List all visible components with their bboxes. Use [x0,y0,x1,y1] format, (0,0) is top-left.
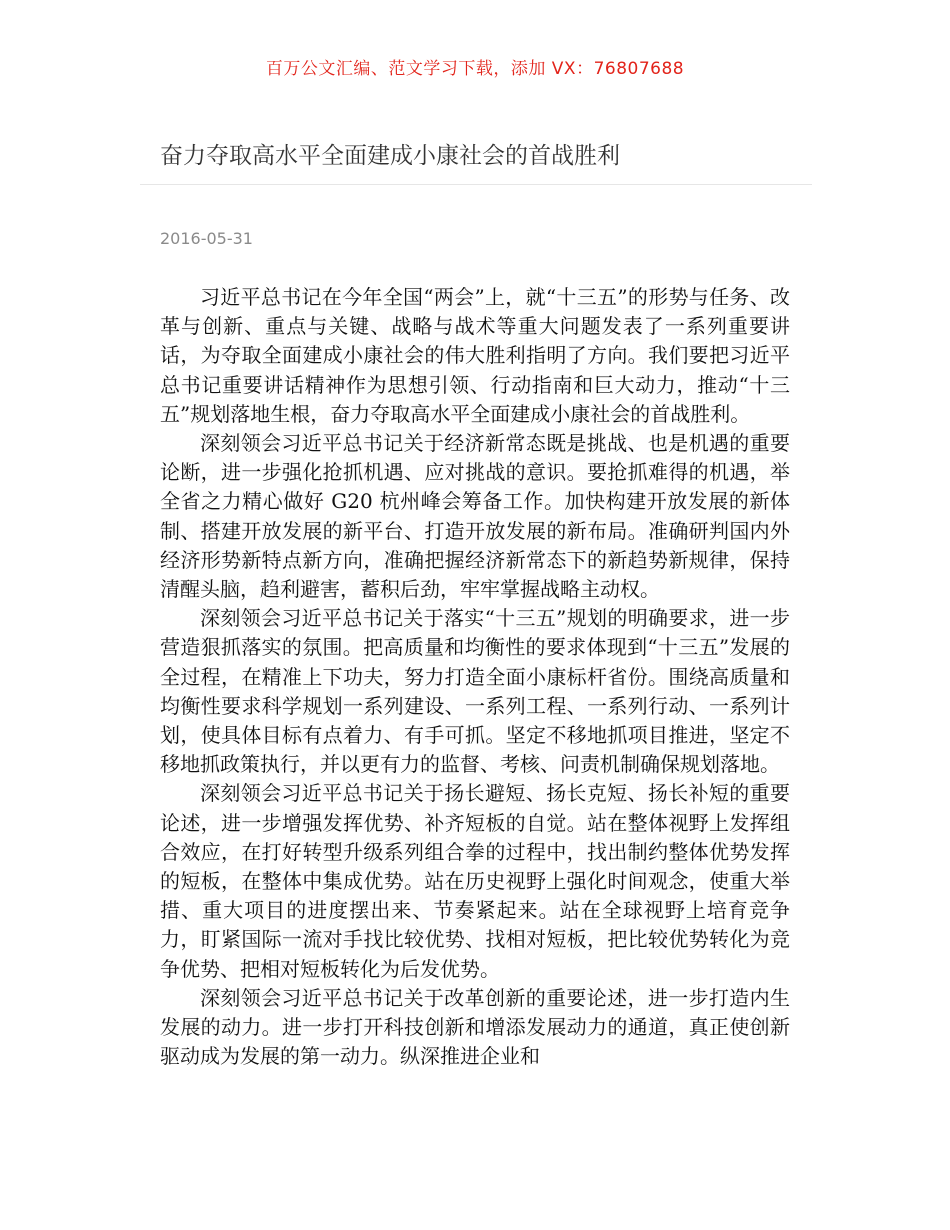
title-divider [140,184,812,185]
article-paragraph: 习近平总书记在今年全国“两会”上，就“十三五”的形势与任务、改革与创新、重点与关键、战略与战术等重大问题发表了一系列重要讲话，为夺取全面建成小康社会的伟大胜利指明了方向。我们要把习近平总书记重要讲话精神作为思想引领、行动指南和巨大动力，推动“十三五”规划落地生根，奋力夺取高水平全面建成小康社会的首战胜利。 [160,285,790,426]
article-paragraph: 深刻领会习近平总书记关于落实“十三五”规划的明确要求，进一步营造狠抓落实的氛围。把高质量和均衡性的要求体现到“十三五”发展的全过程，在精准上下功夫，努力打造全面小康标杆省份。围绕高质量和均衡性要求科学规划一系列建设、一系列工程、一系列行动、一系列计划，使具体目标有点着力、有手可抓。坚定不移地抓项目推进，坚定不移地抓政策执行，并以更有力的监督、考核、问责机制确保规划落地。 [160,606,790,777]
article-paragraph: 深刻领会习近平总书记关于扬长避短、扬长克短、扬长补短的重要论述，进一步增强发挥优势、补齐短板的自觉。站在整体视野上发挥组合效应，在打好转型升级系列组合拳的过程中，找出制约整体优势发挥的短板，在整体中集成优势。站在历史视野上强化时间观念，使重大举措、重大项目的进度摆出来、节奏紧起来。站在全球视野上培育竞争力，盯紧国际一流对手找比较优势、找相对短板，把比较优势转化为竞争优势、把相对短板转化为后发优势。 [160,781,790,981]
article-paragraph: 深刻领会习近平总书记关于经济新常态既是挑战、也是机遇的重要论断，进一步强化抢抓机遇、应对挑战的意识。要抢抓难得的机遇，举全省之力精心做好 G20 杭州峰会筹备工作。加快构建开放发展的新体制、搭建开放发展的新平台、打造开放发展的新布局。准确研判国内外经济形势新特点新方向，准确把握经济新常态下的新趋势新规律，保持清醒头脑，趋利避害，蓄积后劲，牢牢掌握战略主动权。 [160,431,790,602]
publish-date: 2016-05-31 [160,229,253,248]
article-title: 奋力夺取高水平全面建成小康社会的首战胜利 [160,143,620,169]
article-paragraph: 深刻领会习近平总书记关于改革创新的重要论述，进一步打造内生发展的动力。进一步打开科技创新和增添发展动力的通道，真正使创新驱动成为发展的第一动力。纵深推进企业和 [160,985,790,1069]
article-body [160,283,790,1071]
promo-banner: 百万公文汇编、范文学习下载，添加 VX：76807688 [265,59,685,79]
